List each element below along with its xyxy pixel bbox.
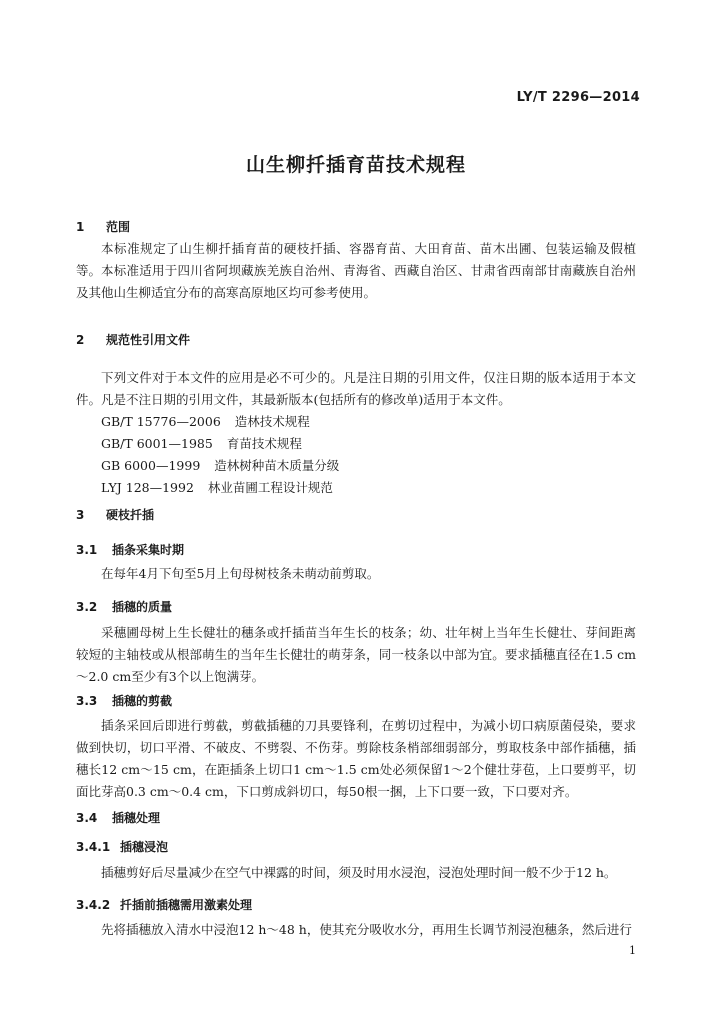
section-title: 扦插前插穗需用激素处理 xyxy=(120,898,253,912)
subsection-3-4-2-heading xyxy=(76,896,252,913)
section-3-heading xyxy=(76,506,154,523)
section-number: 3.4.2 xyxy=(76,898,111,912)
standard-code: LY/T 2296—2014 xyxy=(516,90,640,105)
section-title: 硬枝扦插 xyxy=(106,508,155,522)
paragraph: 插条采回后即进行剪截，剪截插穗的刀具要锋利，在剪切过程中，为减小切口病原菌侵染，要求做到快切，切口平滑、不破皮、不劈裂、不伤芽。剪除枝条梢部细弱部分，剪取枝条中部作插穗，插穗长12 cm～15 cm，在距插条上切口1 cm～1.5 cm处必须保留1～2个健壮芽苞，上口要剪平，切面比芽高0.3 cm～0.4 cm，下口剪成斜切口，每50根一捆，上下口要一致，下口要对齐。 xyxy=(76,718,636,799)
page-number: 1 xyxy=(629,944,636,957)
paragraph: 在每年4月下旬至5月上旬母树枝条未萌动前剪取。 xyxy=(101,566,380,581)
paragraph: 本标准规定了山生柳扦插育苗的硬枝扦插、容器育苗、大田育苗、苗木出圃、包装运输及假植等。 xyxy=(76,241,636,278)
reference-code: GB/T 15776—2006 xyxy=(101,414,221,429)
section-number: 3.2 xyxy=(76,600,98,614)
reference-title: 造林树种苗木质量分级 xyxy=(214,458,340,473)
reference-code: GB/T 6001—1985 xyxy=(101,436,213,451)
reference-item xyxy=(101,412,310,430)
section-number: 3.4.1 xyxy=(76,840,111,854)
subsection-3-3-heading xyxy=(76,692,172,709)
reference-item xyxy=(101,456,339,474)
reference-code: LYJ 128—1992 xyxy=(101,480,194,495)
section-title: 规范性引用文件 xyxy=(106,333,191,347)
section-title: 插条采集时期 xyxy=(112,543,185,557)
paragraph: 本标准适用于四川省阿坝藏族羌族自治州、青海省、西藏自治区、甘肃省西南部甘南藏族自治州及其他山生柳适宜分布的高寒高原地区均可参考使用。 xyxy=(76,263,636,300)
section-title: 范围 xyxy=(106,220,131,234)
reference-title: 造林技术规程 xyxy=(234,414,310,429)
paragraph: 下列文件对于本文件的应用是必不可少的。凡是注日期的引用文件，仅注日期的版本适用于本文件。凡是不注日期的引用文件，其最新版本(包括所有的修改单)适用于本文件。 xyxy=(76,370,636,407)
section-title: 插穗的剪截 xyxy=(112,694,173,708)
section-1-heading xyxy=(76,218,130,235)
paragraph: 采穗圃母树上生长健壮的穗条或扦插苗当年生长的枝条；幼、壮年树上当年生长健壮、芽间距离较短的主轴枝或从根部萌生的当年生长健壮的萌芽条，同一枝条以中部为宜。要求插穗直径在1.5 cm～2.0 cm至少有3个以上饱满芽。 xyxy=(76,625,636,684)
reference-title: 林业苗圃工程设计规范 xyxy=(207,480,333,495)
section-number: 2 xyxy=(76,333,85,347)
section-2-heading xyxy=(76,331,190,348)
paragraph: 插穗剪好后尽量减少在空气中裸露的时间，须及时用水浸泡，浸泡处理时间一般不少于12 h。 xyxy=(101,865,617,880)
subsection-3-1-heading xyxy=(76,541,184,558)
paragraph: 先将插穗放入清水中浸泡12 h～48 h，使其充分吸收水分，再用生长调节剂浸泡穗条，然后进行 xyxy=(101,922,632,937)
section-title: 插穗的质量 xyxy=(112,600,173,614)
subsection-3-2-heading xyxy=(76,598,172,615)
reference-item xyxy=(101,478,333,496)
section-title: 插穗浸泡 xyxy=(120,840,169,854)
subsection-3-4-1-heading xyxy=(76,838,168,855)
section-number: 3 xyxy=(76,508,85,522)
section-number: 1 xyxy=(76,220,85,234)
reference-code: GB 6000—1999 xyxy=(101,458,201,473)
section-number: 3.3 xyxy=(76,694,98,708)
section-title: 插穗处理 xyxy=(112,811,161,825)
reference-title: 育苗技术规程 xyxy=(226,436,302,451)
section-number: 3.1 xyxy=(76,543,98,557)
reference-item xyxy=(101,434,302,452)
section-number: 3.4 xyxy=(76,811,98,825)
subsection-3-4-heading xyxy=(76,809,160,826)
document-title: 山生柳扦插育苗技术规程 xyxy=(245,154,466,176)
